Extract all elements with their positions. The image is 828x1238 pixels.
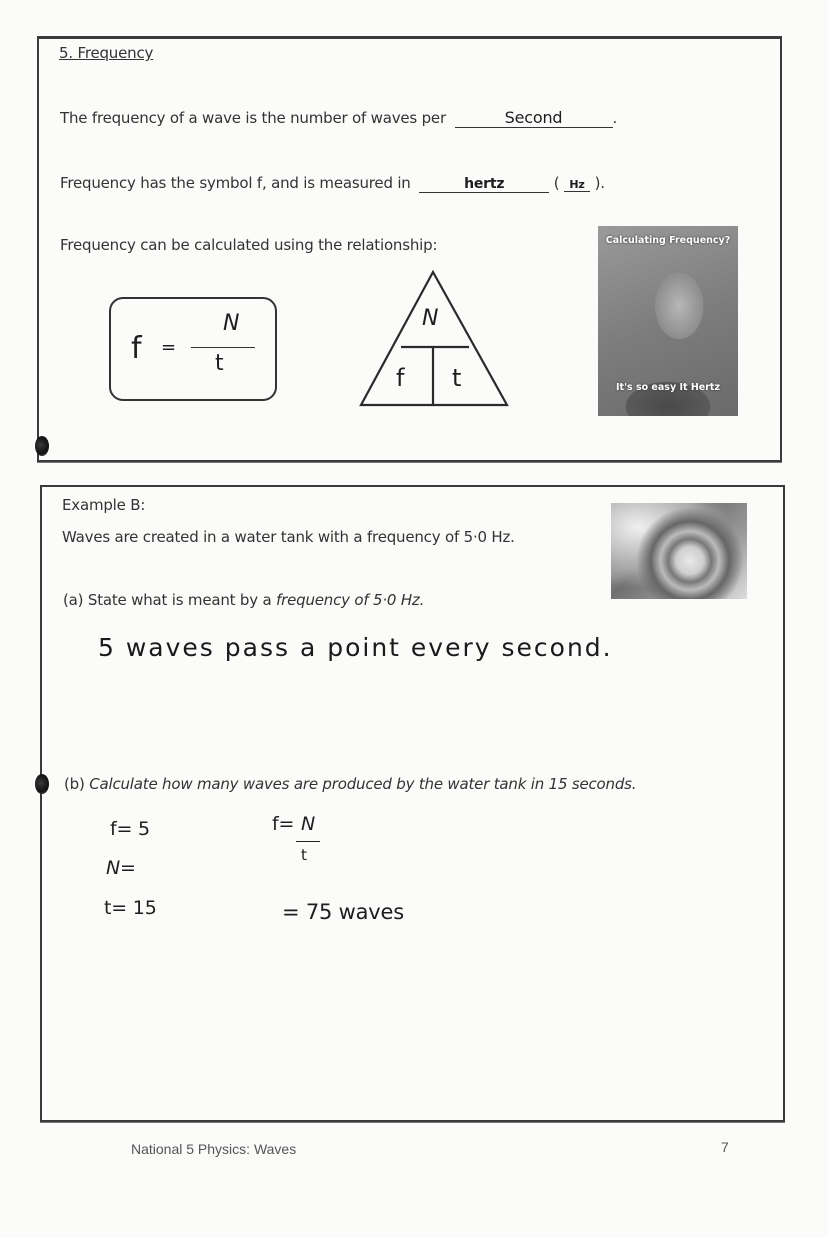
formula-denominator: t (215, 351, 224, 376)
part-a-answer[interactable]: 5 waves pass a point every second. (98, 633, 613, 662)
triangle-bottom-t: t (452, 364, 462, 392)
part-b-label: (b) (64, 775, 85, 793)
hertz-meme-image (598, 226, 738, 416)
working-given-t[interactable]: t= 15 (104, 897, 157, 919)
formula-equals: = (161, 337, 177, 358)
paren-open: ( (553, 174, 560, 192)
answer-blank-second[interactable]: Second (455, 108, 613, 128)
working-result[interactable]: = 75 waves (282, 900, 405, 924)
triangle-top-N: N (422, 306, 439, 331)
relationship-line: Frequency can be calculated using the relationship: (60, 236, 438, 254)
part-b-question (64, 775, 636, 793)
example-intro: Waves are created in a water tank with a frequency of 5·0 Hz. (62, 528, 515, 546)
footer-title: National 5 Physics: Waves (131, 1141, 297, 1157)
meme-bottom-caption: It's so easy It Hertz (616, 382, 720, 393)
fraction-bar (191, 347, 255, 348)
punch-hole-bottom (35, 774, 49, 794)
formula-f: f (131, 331, 142, 366)
answer-blank-unit-symbol[interactable]: Hz (564, 178, 590, 192)
triangle-bottom-f: f (396, 364, 405, 392)
paren-close: ). (594, 174, 605, 192)
page-number: 7 (721, 1139, 729, 1155)
meme-top-caption: Calculating Frequency? (605, 235, 731, 246)
working-given-f[interactable]: f= 5 (110, 818, 150, 840)
part-b-text: Calculate how many waves are produced by the water tank in 15 seconds. (89, 775, 637, 793)
working-eq-numerator[interactable]: N (301, 813, 316, 835)
working-eq-lhs[interactable]: f= (272, 813, 295, 835)
answer-blank-unit-name[interactable]: hertz (419, 176, 549, 193)
part-a-italic: frequency of 5·0 Hz. (276, 591, 425, 609)
definition-line (60, 108, 617, 128)
part-a-question (63, 591, 424, 609)
working-fraction-bar (296, 841, 320, 842)
working-eq-denominator[interactable]: t (301, 846, 307, 864)
formula-numerator: N (223, 311, 240, 336)
definition-text: The frequency of a wave is the number of waves per (60, 109, 446, 127)
punch-hole-top (35, 436, 49, 456)
part-a-text: State what is meant by a (87, 591, 272, 609)
formula-box (109, 297, 277, 401)
symbol-text: Frequency has the symbol f, and is measured in (60, 174, 411, 192)
formula-triangle (355, 266, 515, 411)
working-given-N[interactable]: N= (106, 857, 136, 879)
section-heading: 5. Frequency (59, 44, 154, 62)
example-heading: Example B: (62, 496, 146, 514)
part-a-label: (a) (63, 591, 84, 609)
period: . (612, 109, 618, 127)
wave-image (611, 503, 747, 599)
symbol-line (60, 174, 605, 193)
